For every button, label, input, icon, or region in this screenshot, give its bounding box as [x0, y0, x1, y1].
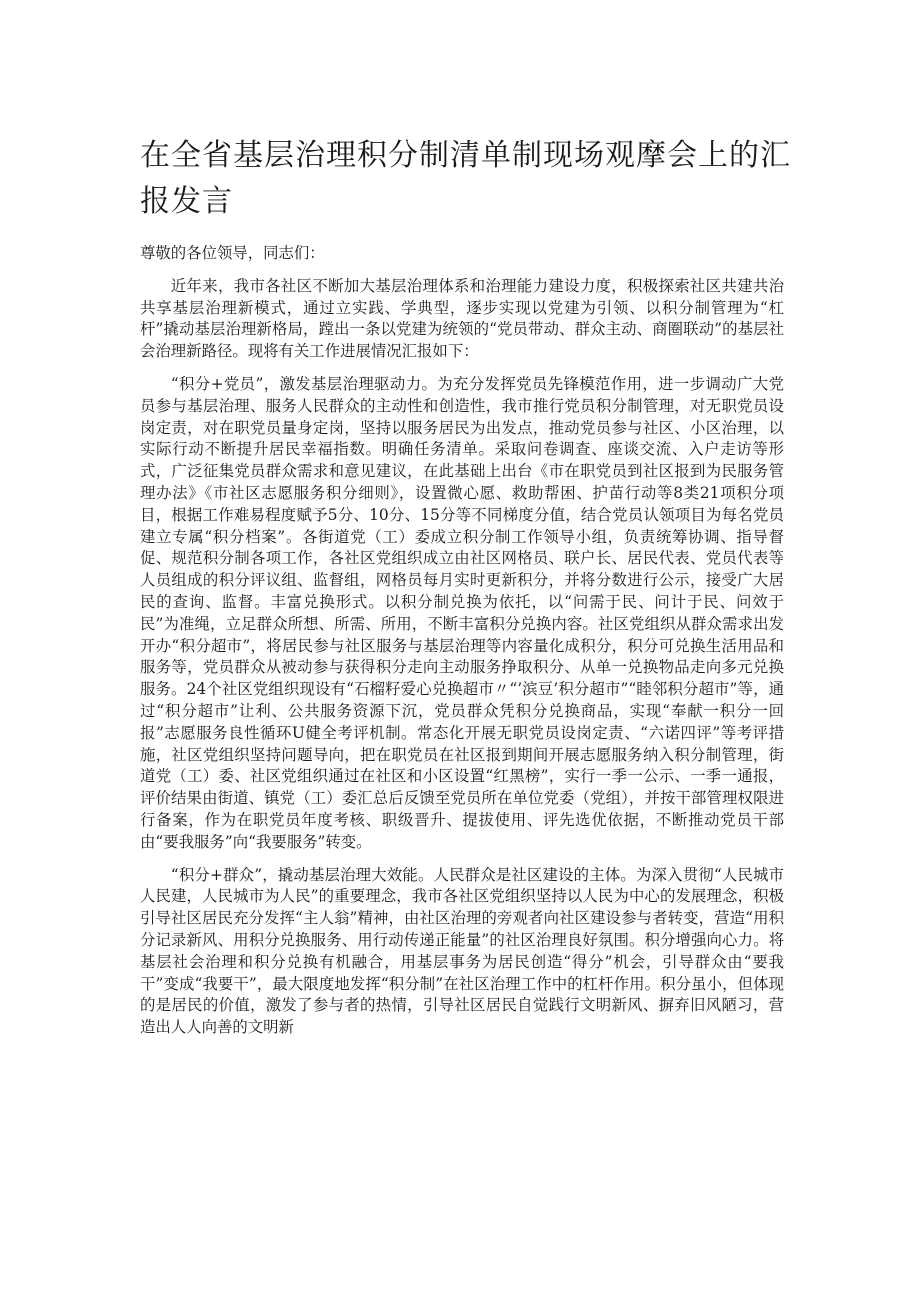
salutation: 尊敬的各位领导，同志们：	[140, 244, 325, 262]
paragraph-points-masses: “积分+群众”，撬动基层治理大效能。人民群众是社区建设的主体。为深入贯彻“人民城市人民建，人民城市为人民”的重要理念，我市各社区党组织坚持以人民为中心的发展理念，积极引导社区居民充分发挥“主人翁”精神，由社区治理的旁观者向社区建设参与者转变，营造“用积分记录新风、用积分兑换服务、用行动传递正能量”的社区治理良好氛围。积分增强向心力。将基层社会治理和积分兑换有机融合，用基层事务为居民创造“得分”机会，引导群众由“要我干”变成“我要干”，最大限度地发挥“积分制”在社区治理工作中的杠杆作用。积分虽小，但体现的是居民的价值，激发了参与者的热情，引导社区居民自觉践行文明新风、摒弃旧风陋习，营造出人人向善的文明新	[140, 865, 784, 1037]
document-body	[140, 243, 784, 1050]
document-title: 在全省基层治理积分制清单制现场观摩会上的汇报发言	[140, 138, 791, 219]
paragraph-points-party-members: “积分+党员”，激发基层治理驱动力。为充分发挥党员先锋模范作用，进一步调动广大党员参与基层治理、服务人民群众的主动性和创造性，我市推行党员积分制管理，对无职党员设岗定责，对在职党员量身定岗，坚持以服务居民为出发点，推动党员参与社区、小区治理，以实际行动不断提升居民幸福指数。明确任务清单。采取问卷调查、座谈交流、入户走访等形式，广泛征集党员群众需求和意见建议，在此基础上出台《市在职党员到社区报到为民服务管理办法》《市社区志愿服务积分细则》，设置微心愿、救助帮困、护苗行动等8类21项积分项目，根据工作难易程度赋予5分、10分、15分等不同梯度分值，结合党员认领项目为每名党员建立专属“积分档案”。各街道党（工）委成立积分制工作领导小组，负责统筹协调、指导督促、规范积分制各项工作，各社区党组织成立由社区网格员、联户长、居民代表、党员代表等人员组成的积分评议组、监督组，网格员每月实时更新积分，并将分数进行公示，接受广大居民的查询、监督。丰富兑换形式。以积分制兑换为依托，以“问需于民、问计于民、问效于民”为准绳，立足群众所想、所需、所用，不断丰富积分兑换内容。社区党组织从群众需求出发开办“积分超市”，将居民参与社区服务与基层治理等内容量化成积分，积分可兑换生活用品和服务等，党员群众从被动参与获得积分走向主动服务挣取积分、从单一兑换物品走向多元兑换服务。24个社区党组织现设有“石榴籽爱心兑换超市〃“’滨豆’积分超市”“睦邻积分超市”等，通过“积分超市”让利、公共服务资源下沉，党员群众凭积分兑换商品，实现“奉献一积分一回报”志愿服务良性循环U健全考评机制。常态化开展无职党员设岗定责、“六诺四评”等考评措施，社区党组织坚持问题导向，把在职党员在社区报到期间开展志愿服务纳入积分制管理，街道党（工）委、社区党组织通过在社区和小区设置“红黑榜”，实行一季一公示、一季一通报，评价结果由街道、镇党（工）委汇总后反馈至党员所在单位党委（党组），并按干部管理权限进行备案，作为在职党员年度考核、职级晋升、提拔使用、评先选优依据，不断推动党员干部由“要我服务”向“我要服务”转变。	[140, 374, 784, 851]
paragraph-intro: 近年来，我市各社区不断加大基层治理体系和治理能力建设力度，积极探索社区共建共治共享基层治理新模式，通过立实践、学典型，逐步实现以党建为引领、以积分制管理为“杠杆”撬动基层治理新格局，蹚出一条以党建为统领的“党员带动、群众主动、商圈联动”的基层社会治理新路径。现将有关工作进展情况汇报如下：	[140, 276, 784, 361]
